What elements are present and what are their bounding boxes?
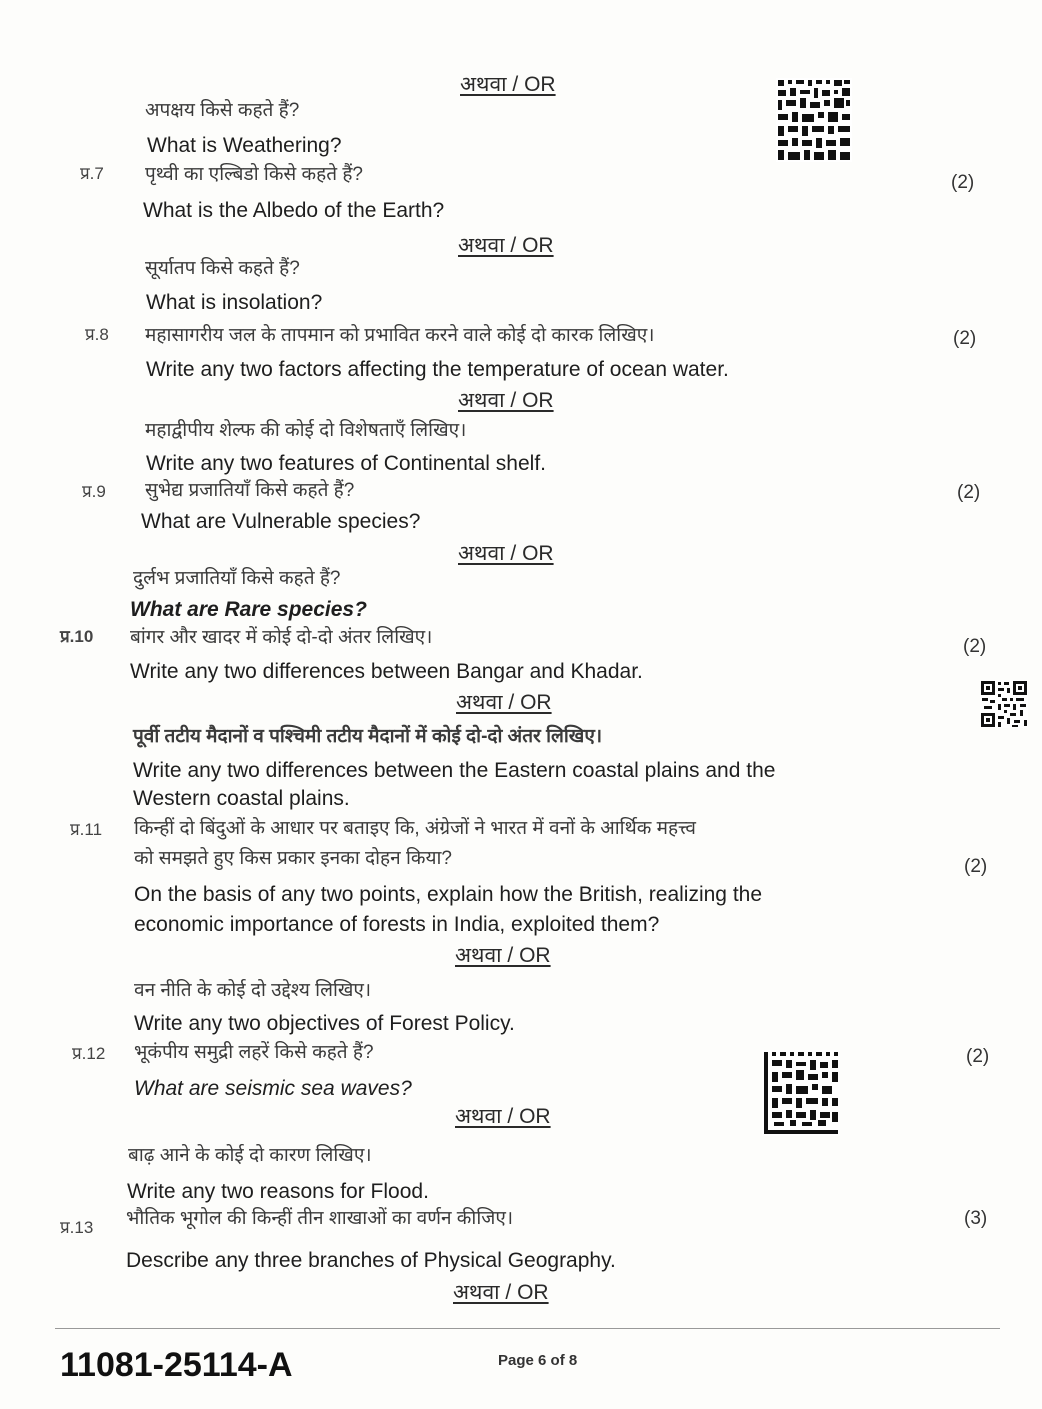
- question-hindi: भूकंपीय समुद्री लहरें किसे कहते हैं?: [134, 1042, 374, 1063]
- marks: (2): [964, 856, 988, 877]
- question-hindi: को समझते हुए किस प्रकार इनका दोहन किया?: [134, 848, 452, 869]
- question-english: Write any two differences between Bangar and Khadar.: [130, 660, 643, 683]
- question-hindi: भौतिक भूगोल की किन्हीं तीन शाखाओं का वर्णन कीजिए।: [126, 1208, 514, 1229]
- question-hindi: महासागरीय जल के तापमान को प्रभावित करने वाले कोई दो कारक लिखिए।: [145, 325, 655, 346]
- question-english: What are Rare species?: [130, 598, 367, 621]
- question-hindi: महाद्वीपीय शेल्फ की कोई दो विशेषताएँ लिखिए।: [145, 420, 467, 441]
- question-english: What is Weathering?: [147, 134, 342, 157]
- question-english: What are seismic sea waves?: [134, 1077, 412, 1100]
- question-hindi: पृथ्वी का एल्बिडो किसे कहते हैं?: [145, 164, 363, 185]
- paper-code: 11081-25114-A: [60, 1346, 293, 1384]
- or-separator: अथवा / OR: [458, 542, 554, 565]
- question-hindi: बाढ़ आने के कोई दो कारण लिखिए।: [128, 1145, 372, 1166]
- question-number: प्र.10: [60, 627, 94, 646]
- question-number: प्र.7: [80, 164, 104, 183]
- or-separator: अथवा / OR: [455, 944, 551, 967]
- datamatrix-code: [762, 1050, 840, 1136]
- marks: (3): [964, 1208, 988, 1229]
- or-separator: अथवा / OR: [458, 389, 554, 412]
- or-separator: अथवा / OR: [453, 1281, 549, 1304]
- question-english: What is the Albedo of the Earth?: [143, 199, 445, 222]
- question-hindi: अपक्षय किसे कहते हैं?: [145, 100, 300, 121]
- question-hindi: किन्हीं दो बिंदुओं के आधार पर बताइए कि, अंग्रेजों ने भारत में वनों के आर्थिक महत्त्व: [134, 818, 696, 839]
- question-number: प्र.13: [60, 1218, 94, 1237]
- qr-code: [980, 680, 1028, 728]
- question-english: Write any two differences between the Eastern coastal plains and the: [133, 759, 776, 782]
- question-english: Write any two features of Continental shelf.: [146, 452, 546, 475]
- question-number: प्र.12: [72, 1044, 106, 1063]
- question-hindi: सुभेद्य प्रजातियाँ किसे कहते हैं?: [145, 480, 355, 501]
- question-english: Write any two objectives of Forest Policy.: [134, 1012, 515, 1035]
- question-english: Write any two reasons for Flood.: [127, 1180, 429, 1203]
- question-number: प्र.8: [85, 325, 109, 344]
- question-english: Write any two factors affecting the temperature of ocean water.: [146, 358, 729, 381]
- marks: (2): [963, 636, 987, 657]
- page-number: Page 6 of 8: [498, 1352, 578, 1369]
- datamatrix-code: [776, 78, 852, 162]
- question-english: What are Vulnerable species?: [141, 510, 421, 533]
- question-english: What is insolation?: [146, 291, 323, 314]
- question-number: प्र.11: [70, 820, 103, 839]
- or-separator: अथवा / OR: [456, 691, 552, 714]
- question-english: Western coastal plains.: [133, 787, 350, 810]
- marks: (2): [966, 1046, 990, 1067]
- question-hindi: दुर्लभ प्रजातियाँ किसे कहते हैं?: [133, 568, 341, 589]
- marks: (2): [953, 328, 977, 349]
- question-hindi: सूर्यातप किसे कहते हैं?: [145, 258, 300, 279]
- or-separator: अथवा / OR: [458, 234, 554, 257]
- question-hindi: बांगर और खादर में कोई दो-दो अंतर लिखिए।: [130, 627, 433, 648]
- question-hindi: पूर्वी तटीय मैदानों व पश्चिमी तटीय मैदानों में कोई दो-दो अंतर लिखिए।: [133, 726, 603, 747]
- or-separator: अथवा / OR: [455, 1105, 551, 1128]
- question-english: On the basis of any two points, explain how the British, realizing the: [134, 883, 763, 906]
- question-hindi: वन नीति के कोई दो उद्देश्य लिखिए।: [134, 980, 372, 1001]
- footer-divider: [55, 1328, 1000, 1329]
- marks: (2): [957, 482, 981, 503]
- question-english: Describe any three branches of Physical Geography.: [126, 1249, 616, 1272]
- question-english: economic importance of forests in India, exploited them?: [134, 913, 660, 936]
- question-number: प्र.9: [82, 482, 106, 501]
- or-separator: अथवा / OR: [460, 73, 556, 96]
- marks: (2): [951, 172, 975, 193]
